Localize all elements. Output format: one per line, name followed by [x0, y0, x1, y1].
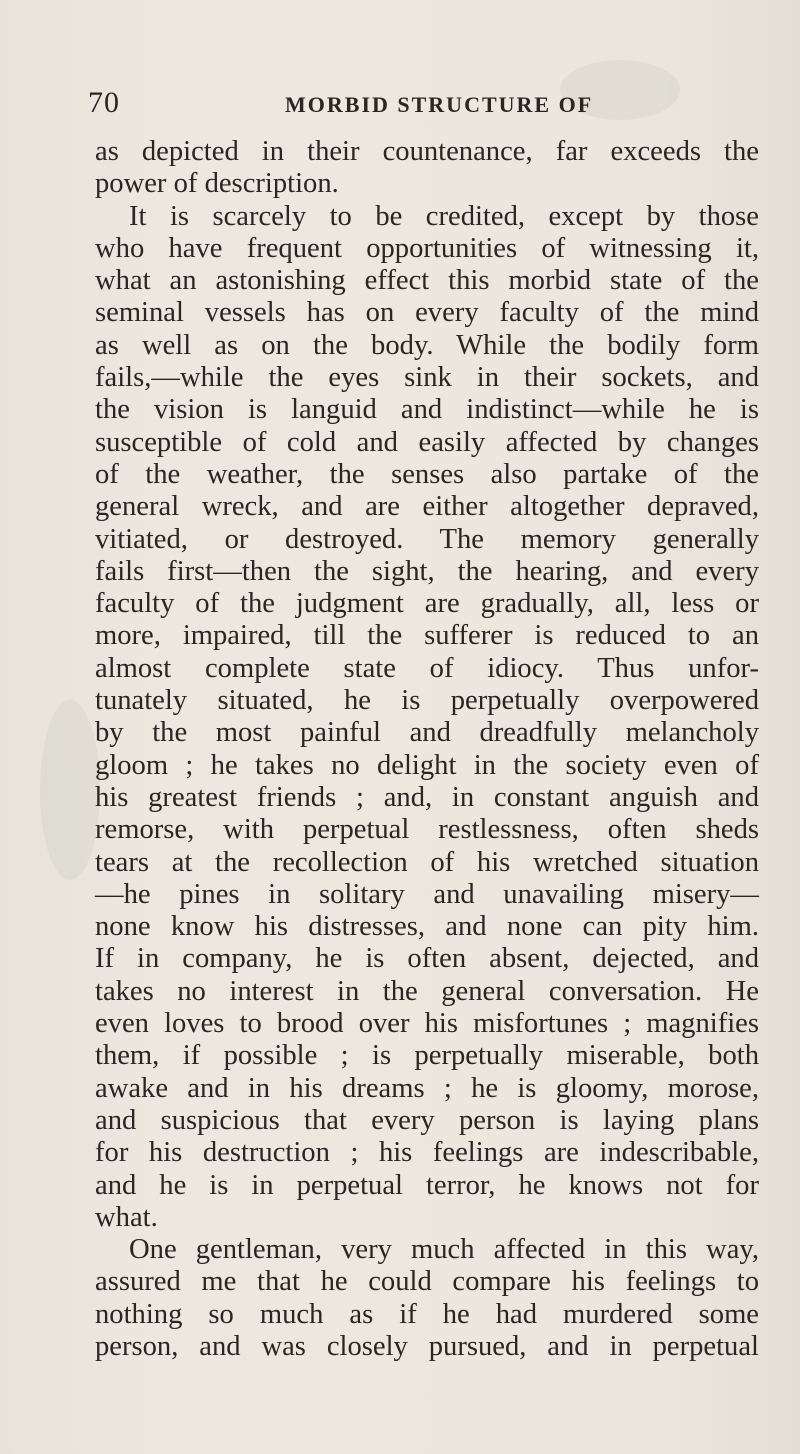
text-line: his greatest friends ; and, in constant anguish and [95, 781, 759, 813]
text-line: power of description. [95, 168, 339, 200]
text-line: One gentleman, very much affected in this way, [129, 1234, 759, 1266]
text-line: fails,—while the eyes sink in their sockets, and [95, 362, 759, 394]
text-line: remorse, with perpetual restlessness, often sheds [95, 814, 759, 846]
paper-stain [40, 700, 100, 880]
text-line: them, if possible ; is perpetually miserable, both [95, 1040, 759, 1072]
body-text [95, 136, 759, 1363]
text-line: person, and was closely pursued, and in perpetual [95, 1330, 759, 1362]
text-line: and he is in perpetual terror, he knows not for [95, 1169, 759, 1201]
text-line: faculty of the judgment are gradually, all, less or [95, 588, 759, 620]
running-head: MORBID STRUCTURE OF [285, 92, 594, 117]
text-line: awake and in his dreams ; he is gloomy, morose, [95, 1072, 759, 1104]
text-line: seminal vessels has on every faculty of the mind [95, 297, 759, 329]
text-line: of the weather, the senses also partake of the [95, 458, 759, 490]
text-line: susceptible of cold and easily affected by changes [95, 426, 759, 458]
text-line: who have frequent opportunities of witnessing it, [95, 232, 759, 264]
text-line: tears at the recollection of his wretched situation [95, 846, 759, 878]
text-line: by the most painful and dreadfully melancholy [95, 717, 759, 749]
text-line: nothing so much as if he had murdered some [95, 1298, 759, 1330]
text-line: fails first—then the sight, the hearing, and every [95, 555, 759, 587]
text-line: as depicted in their countenance, far exceeds the [95, 136, 759, 167]
text-line: almost complete state of idiocy. Thus unfor- [95, 652, 759, 684]
text-line: If in company, he is often absent, dejected, and [95, 943, 759, 975]
text-line: as well as on the body. While the bodily form [95, 329, 759, 361]
text-line: general wreck, and are either altogether depraved, [95, 491, 759, 523]
text-line: —he pines in solitary and unavailing misery— [95, 878, 759, 910]
text-line: what. [95, 1201, 158, 1233]
text-line: the vision is languid and indistinct—while he is [95, 394, 759, 426]
text-line: more, impaired, till the sufferer is reduced to an [95, 620, 759, 652]
text-line: for his destruction ; his feelings are indescribable, [95, 1137, 759, 1169]
text-line: It is scarcely to be credited, except by those [129, 200, 759, 232]
text-line: even loves to brood over his misfortunes ; magnifies [95, 1008, 759, 1040]
text-line: gloom ; he takes no delight in the society even of [95, 749, 759, 781]
text-line: vitiated, or destroyed. The memory generally [95, 523, 759, 555]
text-line: and suspicious that every person is laying plans [95, 1104, 759, 1136]
text-line: none know his distresses, and none can pity him. [95, 911, 759, 943]
text-line: what an astonishing effect this morbid state of the [95, 265, 759, 297]
text-line: assured me that he could compare his feelings to [95, 1266, 759, 1298]
text-line: takes no interest in the general conversation. He [95, 975, 759, 1007]
page-number: 70 [88, 86, 120, 119]
text-line: tunately situated, he is perpetually overpowered [95, 685, 759, 717]
page-header [88, 86, 728, 126]
